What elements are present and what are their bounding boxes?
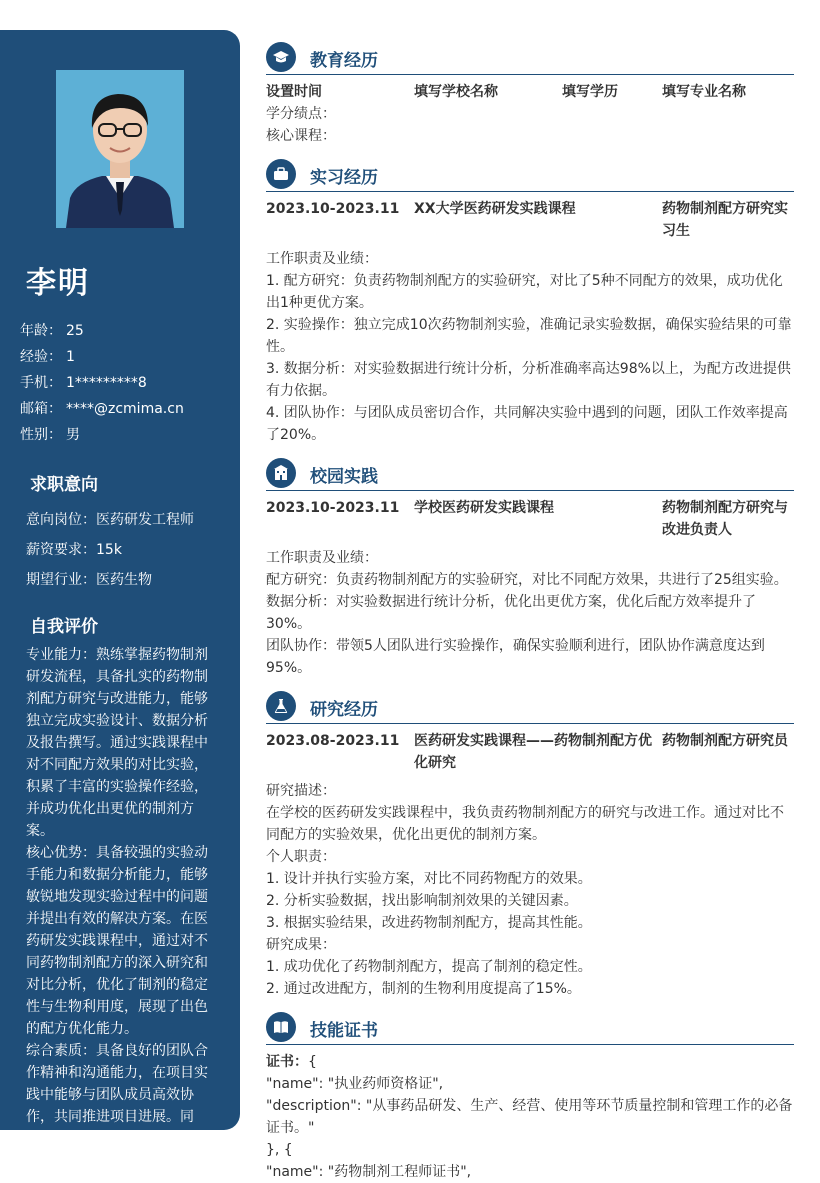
skills-line: }, { — [266, 1142, 293, 1158]
intent-position: 意向岗位：医药研发工程师 — [26, 512, 194, 528]
internship-row — [266, 198, 794, 242]
graduation-cap-icon — [266, 42, 296, 72]
internship-org: XX大学医药研发实践课程 — [414, 201, 576, 217]
internship-line: 3. 数据分析：对实验数据进行统计分析，分析准确率高达98%以上，为配方改进提供有力依据。 — [266, 361, 791, 399]
internship-line: 1. 配方研究：负责药物制剂配方的实验研究，对比了5种不同配方的效果，成功优化出1种更优方案。 — [266, 273, 783, 311]
profile-photo — [56, 70, 184, 228]
info-email: 邮箱： ****@zcmima.cn — [20, 401, 184, 417]
info-age: 年龄： 25 — [20, 323, 84, 339]
education-gpa: 学分绩点： — [266, 106, 336, 122]
flask-icon — [266, 691, 296, 721]
skills-line: "name": "药物制剂工程师证书", — [266, 1164, 472, 1180]
sidebar — [0, 30, 240, 1130]
campus-line: 配方研究：负责药物制剂配方的实验研究，对比不同配方效果，共进行了25组实验。 — [266, 572, 788, 588]
research-time: 2023.08-2023.11 — [266, 733, 400, 749]
candidate-name: 李明 — [26, 266, 90, 301]
campus-line: 团队协作：带领5人团队进行实验操作，确保实验顺利进行，团队协作满意度达到95%。 — [266, 638, 765, 676]
eval-paragraph: 综合素质：具备良好的团队合作精神和沟通能力，在项目实践中能够与团队成员高效协作，共同推进项目进展。同 — [26, 1043, 208, 1125]
campus-role: 药物制剂配方研究与改进负责人 — [662, 500, 788, 538]
info-experience: 经验： 1 — [20, 349, 75, 365]
research-line: 1. 设计并执行实验方案，对比不同药物配方的效果。 — [266, 871, 592, 887]
info-gender: 性别： 男 — [20, 427, 80, 443]
research-project: 医药研发实践课程——药物制剂配方优化研究 — [414, 733, 652, 771]
internship-line: 2. 实验操作：独立完成10次药物制剂实验，准确记录实验数据，确保实验结果的可靠性。 — [266, 317, 792, 355]
book-icon — [266, 1012, 296, 1042]
eval-paragraph: 专业能力：熟练掌握药物制剂研发流程，具备扎实的药物制剂配方研究与改进能力，能够独立完成实验设计、数据分析及报告撰写。通过实践课程中对不同配方效果的对比实验，积累了丰富的实验操作经验，并成功优化出更优的制剂方案。 — [26, 647, 208, 839]
skills-line: "name": "执业药师资格证", — [266, 1076, 444, 1092]
campus-row — [266, 497, 794, 541]
campus-time: 2023.10-2023.11 — [266, 500, 400, 516]
education-header — [266, 40, 794, 75]
education-courses: 核心课程： — [266, 128, 336, 144]
education-degree: 填写学历 — [562, 84, 618, 100]
research-line: 个人职责： — [266, 849, 336, 865]
building-icon — [266, 458, 296, 488]
self-evaluation — [26, 644, 218, 1128]
research-line: 研究成果： — [266, 937, 336, 953]
eval-paragraph: 核心优势：具备较强的实验动手能力和数据分析能力，能够敏锐地发现实验过程中的问题并提出有效的解决方案。在医药研发实践课程中，通过对不同药物制剂配方的深入研究和对比分析，优化了制剂的稳定性与生物利用度，展现了出色的配方优化能力。 — [26, 845, 208, 1037]
intent-industry: 期望行业：医药生物 — [26, 572, 152, 588]
intent-salary: 薪资要求：15k — [26, 542, 122, 558]
info-phone: 手机： 1*********8 — [20, 375, 147, 391]
skills-line: "description": "从事药品研发、生产、经营、使用等环节质量控制和管理工作的必备证书。" — [266, 1098, 793, 1136]
education-row — [266, 81, 794, 103]
research-line: 1. 成功优化了药物制剂配方，提高了制剂的稳定性。 — [266, 959, 592, 975]
research-header — [266, 689, 794, 724]
briefcase-icon — [266, 159, 296, 189]
personal-info — [20, 318, 230, 448]
campus-org: 学校医药研发实践课程 — [414, 500, 554, 516]
internship-line: 4. 团队协作：与团队成员密切合作，共同解决实验中遇到的问题，团队工作效率提高了20%。 — [266, 405, 788, 443]
campus-header — [266, 456, 794, 491]
internship-role: 药物制剂配方研究实习生 — [662, 201, 788, 239]
education-time: 设置时间 — [266, 84, 322, 100]
education-major: 填写专业名称 — [662, 84, 746, 100]
research-line: 在学校的医药研发实践课程中，我负责药物制剂配方的研究与改进工作。通过对比不同配方的实验效果，优化出更优的制剂方案。 — [266, 805, 784, 843]
internship-header — [266, 157, 794, 192]
portrait-image — [56, 70, 184, 228]
education-title: 教育经历 — [310, 51, 378, 71]
campus-line: 工作职责及业绩： — [266, 550, 378, 566]
internship-line: 工作职责及业绩： — [266, 251, 378, 267]
skills-label: 证书： — [266, 1054, 308, 1070]
intent-title: 求职意向 — [30, 475, 98, 495]
campus-title: 校园实践 — [310, 467, 378, 487]
research-line: 2. 分析实验数据，找出影响制剂效果的关键因素。 — [266, 893, 578, 909]
internship-time: 2023.10-2023.11 — [266, 201, 400, 217]
job-intent — [26, 505, 236, 595]
skills-title: 技能证书 — [310, 1021, 378, 1041]
research-role: 药物制剂配方研究员 — [662, 733, 788, 749]
internship-title: 实习经历 — [310, 168, 378, 188]
research-line: 3. 根据实验结果，改进药物制剂配方，提高其性能。 — [266, 915, 592, 931]
research-title: 研究经历 — [310, 700, 378, 720]
education-school: 填写学校名称 — [414, 84, 498, 100]
self-eval-title: 自我评价 — [30, 617, 98, 637]
skills-line: 证书：{ — [266, 1054, 317, 1070]
research-line: 研究描述： — [266, 783, 336, 799]
research-line: 2. 通过改进配方，制剂的生物利用度提高了15%。 — [266, 981, 581, 997]
main-content — [266, 40, 794, 1183]
campus-line: 数据分析：对实验数据进行统计分析，优化出更优方案，优化后配方效率提升了30%。 — [266, 594, 756, 632]
skills-header — [266, 1010, 794, 1045]
research-row — [266, 730, 794, 774]
